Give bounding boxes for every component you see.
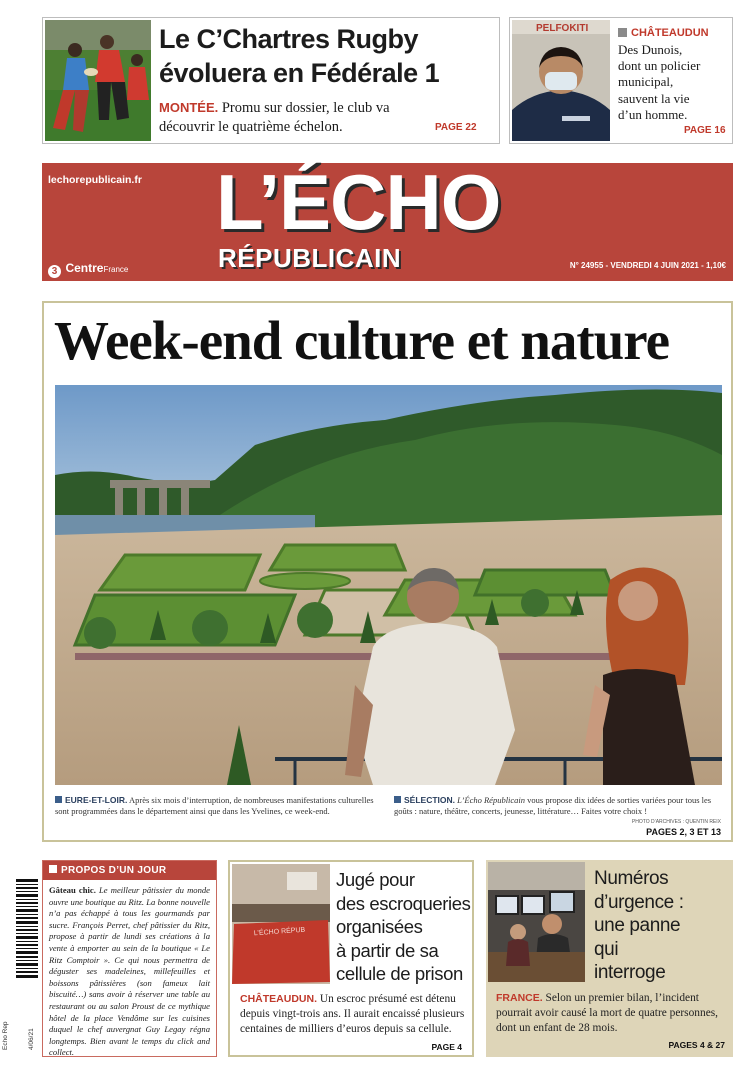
- chateaudun-kicker: CHÂTEAUDUN: [631, 27, 709, 39]
- prison-text: [240, 992, 466, 1037]
- publisher-prefix: Centre: [65, 261, 104, 275]
- main-headline[interactable]: Week-end culture et nature: [54, 310, 670, 371]
- urgence-page-ref[interactable]: PAGES 4 & 27: [668, 1040, 725, 1050]
- square-bullet-icon: [49, 865, 57, 873]
- prison-headline: [336, 868, 470, 986]
- teaser-chateaudun[interactable]: [509, 17, 733, 144]
- urgence-headline-line: qui: [594, 938, 619, 960]
- main-pages-ref[interactable]: PAGES 2, 3 ET 13: [646, 827, 721, 837]
- square-bullet-icon: [55, 796, 62, 803]
- propos-title-text: PROPOS D’UN JOUR: [61, 865, 167, 876]
- propos-lead: Gâteau chic.: [49, 885, 96, 895]
- newspaper-book-label: L’ÉCHO RÉPUB: [253, 926, 306, 938]
- barcode-date-label: 4/06/21: [28, 1028, 35, 1050]
- prison-kicker: CHÂTEAUDUN.: [240, 993, 317, 1005]
- newspaper-title: L’ÉCHO: [216, 158, 501, 246]
- urgence-kicker: FRANCE.: [496, 992, 543, 1004]
- chateaudun-text-line: municipal,: [618, 74, 674, 90]
- masthead: [42, 158, 733, 281]
- newspaper-subtitle: RÉPUBLICAIN: [218, 243, 402, 273]
- website-url[interactable]: lechorepublicain.fr: [48, 174, 142, 186]
- chateaudun-text-line: dont un policier: [618, 58, 701, 74]
- caption-right: [394, 795, 724, 818]
- rugby-kicker: MONTÉE.: [159, 100, 219, 115]
- square-bullet-icon: [618, 28, 627, 37]
- chateaudun-page-ref[interactable]: PAGE 16: [684, 125, 726, 136]
- urgence-headline-line: une panne: [594, 915, 681, 936]
- issue-info: N° 24955 - VENDREDI 4 JUIN 2021 - 1,10€: [569, 261, 726, 270]
- urgence-text: [496, 991, 726, 1036]
- rugby-text-line1: Promu sur dossier, le club va: [218, 100, 390, 116]
- rugby-photo: [45, 20, 151, 141]
- prison-headline-line: à partir de sa: [336, 939, 439, 961]
- rugby-headline-line2: évoluera en Fédérale 1: [159, 58, 440, 88]
- propos-title: [43, 861, 216, 880]
- caption-left-kicker: EURE-ET-LOIR.: [65, 795, 128, 805]
- caption-right-text: vous propose dix idées de sorties variées pour tous les goûts : nature, théâtre, concerts, jeunesse, littérature… Faites votre choix !: [394, 795, 712, 817]
- rugby-headline-line1: Le C’Chartres Rugby: [159, 24, 419, 54]
- hero-photo: [55, 385, 722, 785]
- urgence-body: Selon un premier bilan, l’incident pourrait avoir causé la mort de quatre personnes, dont un enfant de 28 mois.: [496, 992, 719, 1034]
- prison-headline-line: Jugé pour: [336, 869, 415, 890]
- caption-right-kicker: SÉLECTION.: [404, 795, 456, 805]
- prison-headline-line: organisées: [336, 916, 423, 937]
- urgence-headline-line: interroge: [594, 962, 666, 983]
- square-bullet-icon: [394, 796, 401, 803]
- rugby-text-line2: découvrir le quatrième échelon.: [159, 119, 343, 135]
- chateaudun-text-line: Des Dunois,: [618, 42, 683, 57]
- chateaudun-text: [618, 42, 700, 123]
- barcode: [16, 879, 38, 979]
- caption-left-text: Après six mois d’interruption, de nombreuses manifestations culturelles sont programmées dans le département ainsi que dans les Yvelines, ce week-end.: [55, 795, 374, 817]
- police-sign-text: PELFOKITI: [536, 23, 589, 34]
- barcode-edition-label: Echo Rep: [2, 1021, 9, 1050]
- prison-story[interactable]: [228, 860, 474, 1057]
- caption-right-publication: L’Écho Républicain: [455, 795, 526, 805]
- teaser-rugby[interactable]: [42, 17, 500, 144]
- prison-page-ref[interactable]: PAGE 4: [431, 1042, 462, 1052]
- main-story-frame: [42, 301, 733, 842]
- chateaudun-text-line: d’un homme.: [618, 106, 688, 122]
- prison-photo: [232, 864, 330, 984]
- urgence-story[interactable]: [486, 860, 733, 1057]
- caption-left: [55, 795, 385, 818]
- propos-text: [43, 880, 216, 1064]
- chateaudun-text-line: sauvent la vie: [618, 90, 690, 106]
- urgence-headline: [594, 867, 684, 985]
- urgence-photo: [488, 862, 585, 982]
- rugby-page-ref[interactable]: PAGE 22: [435, 122, 477, 133]
- urgence-headline-line: d’urgence :: [594, 891, 684, 913]
- prison-body: Un escroc présumé est détenu depuis vingt-trois ans. Il aurait encaissé plusieurs centaines de milliers d’euros depuis sa cellule.: [240, 993, 465, 1035]
- publisher-logo: [48, 259, 128, 278]
- photo-credit: PHOTO D’ARCHIVES : QUENTIN REIX: [631, 819, 721, 825]
- propos-body: Le meilleur pâtissier du monde ouvre une boutique au Ritz. La bonne nouvelle n’a pas échappé à tous les gourmands par sucre. François Perret, chef pâtissier du Ritz, propose à partir de lundi ses créations à la vente à emporter au sein de la boutique « Le Ritz Comptoir ». Ce qui nous permettra de déguster ses madeleines, millefeuilles et boissons pâtissières (son fameux lait biscuité…) sans avoir à réserver une table au restaurant ou au salon Proust de ce mythique hôtel de la place Vendôme sur les cuisines duquel le chef auvergnat Guy Legay régna longtemps. Bien avant le temps du click and collect.: [49, 885, 210, 1058]
- propos-box: [42, 860, 217, 1057]
- prison-headline-line: cellule de prison: [336, 963, 463, 984]
- publisher-suffix: France: [103, 265, 129, 274]
- urgence-headline-line: Numéros: [594, 868, 669, 889]
- policeman-photo: [512, 20, 610, 141]
- prison-headline-line: des escroqueries: [336, 892, 471, 914]
- centre-france-logo-icon: 3: [48, 265, 61, 278]
